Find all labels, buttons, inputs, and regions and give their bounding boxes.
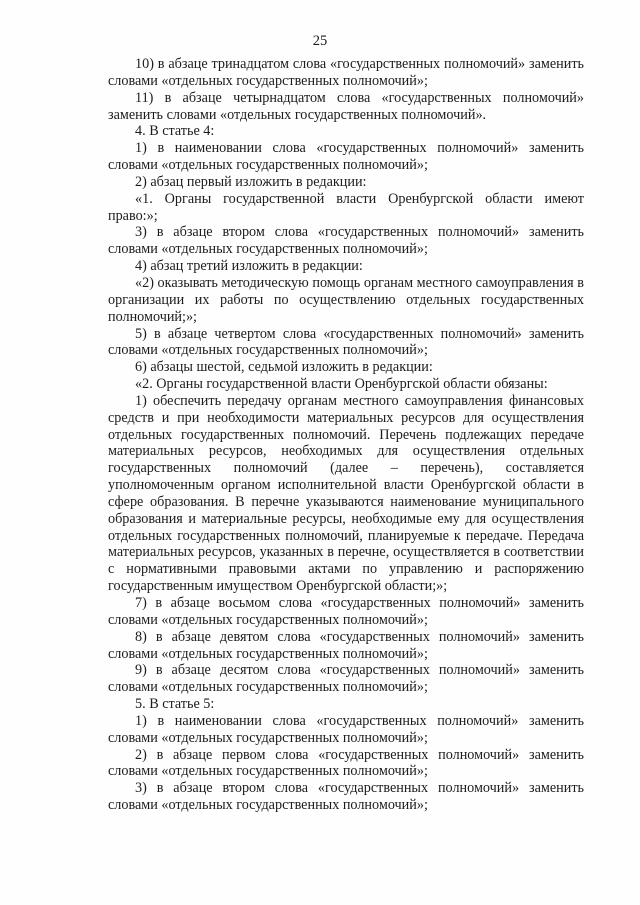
paragraph: 5) в абзаце четвертом слова «государственных полномочий» заменить словами «отдельных государственных полномочий»; — [108, 325, 584, 359]
paragraph: 8) в абзаце девятом слова «государственных полномочий» заменить словами «отдельных государственных полномочий»; — [108, 628, 584, 662]
section-heading: 5. В статье 5: — [135, 696, 215, 713]
paragraph: 3) в абзаце втором слова «государственных полномочий» заменить словами «отдельных государственных полномочий»; — [108, 780, 584, 814]
paragraph: 2) в абзаце первом слова «государственных полномочий» заменить словами «отдельных государственных полномочий»; — [108, 746, 584, 780]
paragraph: 11) в абзаце четырнадцатом слова «государственных полномочий» заменить словами «отдельных государственных полномочий». — [108, 89, 584, 123]
paragraph: 10) в абзаце тринадцатом слова «государственных полномочий» заменить словами «отдельных государственных полномочий»; — [108, 56, 584, 89]
paragraph: 1) в наименовании слова «государственных полномочий» заменить словами «отдельных государственных полномочий»; — [108, 712, 584, 746]
document-body — [108, 56, 584, 814]
paragraph: 9) в абзаце десятом слова «государственных полномочий» заменить словами «отдельных государственных полномочий»; — [108, 662, 584, 696]
quoted-paragraph: «1. Органы государственной власти Оренбургской области имеют право:»; — [108, 190, 584, 224]
paragraph: 2) абзац первый изложить в редакции: — [135, 173, 367, 190]
paragraph: 4) абзац третий изложить в редакции: — [135, 258, 363, 275]
quoted-paragraph: «2. Органы государственной власти Оренбургской области обязаны: — [135, 376, 548, 393]
page-number: 25 — [312, 33, 328, 49]
paragraph: 1) в наименовании слова «государственных полномочий» заменить словами «отдельных государственных полномочий»; — [108, 140, 584, 174]
paragraph: 6) абзацы шестой, седьмой изложить в редакции: — [135, 359, 433, 376]
quoted-paragraph: 1) обеспечить передачу органам местного самоуправления финансовых средств и при необходимости материальных ресурсов для осуществления отдельных государственных полномочий. Перечень подлежащих передаче материальных ресурсов, необходимых для осуществления отдельных государственных полномочий (далее – перечень), составляется уполномоченным органом исполнительной власти Оренбургской области в сфере образования. В перечне указываются наименование муниципального образования и материальные ресурсы, необходимые ему для осуществления отдельных государственных полномочий, планируемые к передаче. Передача материальных ресурсов, указанных в перечне, осуществляется в соответствии с нормативными правовыми актами по управлению и распоряжению государственным имуществом Оренбургской области;»; — [108, 392, 584, 595]
paragraph: 3) в абзаце втором слова «государственных полномочий» заменить словами «отдельных государственных полномочий»; — [108, 224, 584, 258]
paragraph: 7) в абзаце восьмом слова «государственных полномочий» заменить словами «отдельных государственных полномочий»; — [108, 595, 584, 628]
section-heading: 4. В статье 4: — [135, 123, 215, 140]
quoted-paragraph: «2) оказывать методическую помощь органам местного самоуправления в организации их работы по осуществлению отдельных государственных полномочий;»; — [108, 274, 584, 325]
